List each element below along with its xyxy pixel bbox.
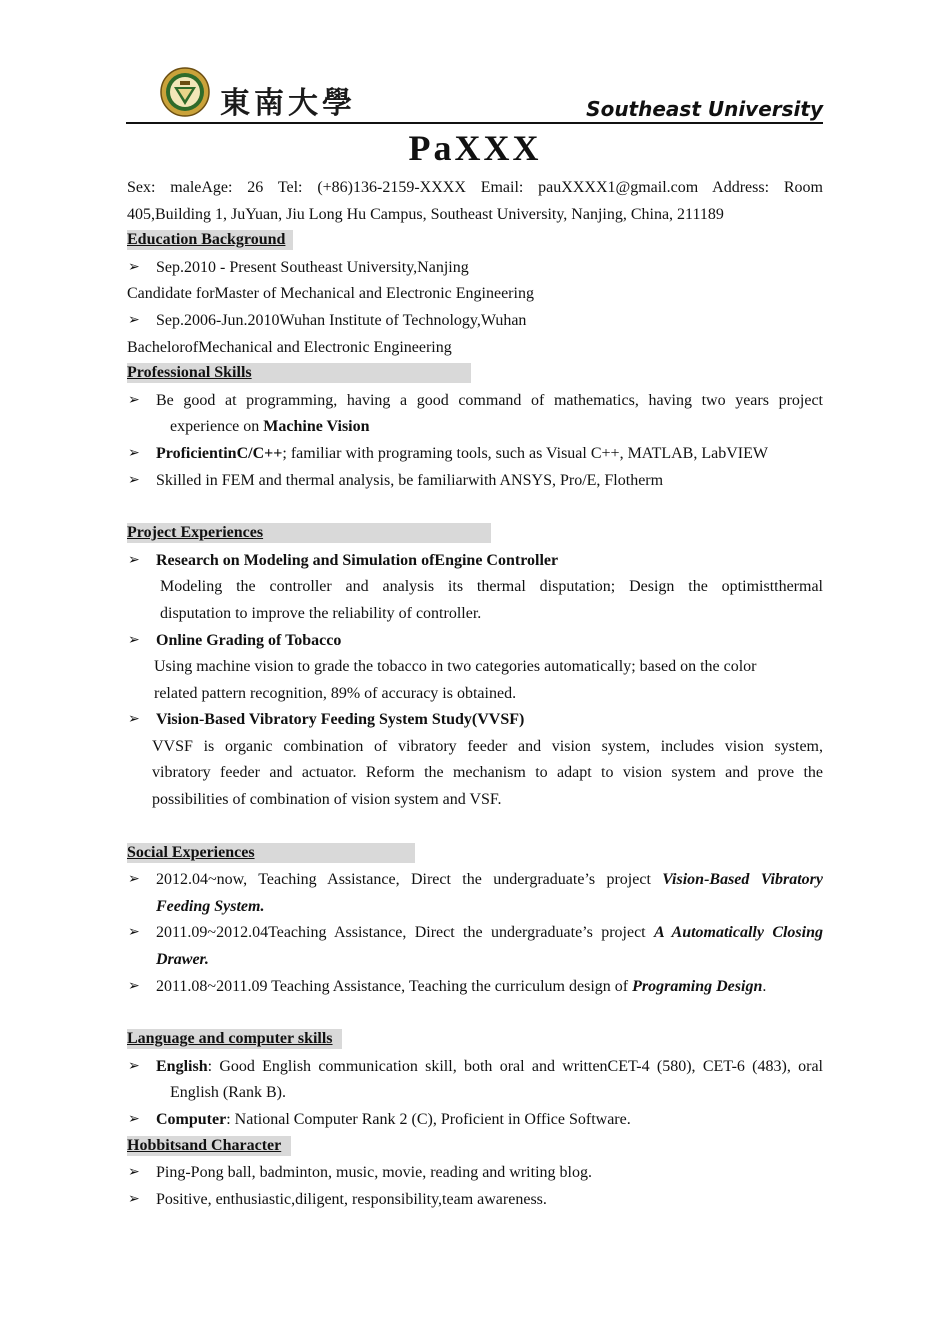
university-seal-logo xyxy=(160,67,210,117)
project-title xyxy=(127,707,823,734)
arrow-bullet-icon: ➢ xyxy=(128,552,140,568)
skill-item xyxy=(127,441,823,468)
language-heading: Language and computer skills xyxy=(127,1029,342,1049)
arrow-bullet-icon: ➢ xyxy=(128,312,140,328)
social-text: 2011.08~2011.09 Teaching Assistance, Teaching the curriculum design of xyxy=(156,977,633,995)
project-title xyxy=(127,628,823,655)
hobby-item xyxy=(127,1187,823,1214)
arrow-bullet-icon: ➢ xyxy=(128,872,140,888)
skill-highlight: Machine Vision xyxy=(263,418,370,436)
contact-line-2: 405,Building 1, JuYuan, Jiu Long Hu Campus, Southeast University, Nanjing, China, 211189 xyxy=(127,205,724,223)
skill-text: ; familiar with programing tools, such as Visual C++, MATLAB, LabVIEW xyxy=(282,444,768,462)
social-text: 2012.04~now, Teaching Assistance, Direct the undergraduate’s project xyxy=(156,871,663,889)
projects-heading: Project Experiences xyxy=(127,523,491,543)
project-name: Research on Modeling and Simulation ofEngine Controller xyxy=(156,551,559,569)
education-period: Sep.2006-Jun.2010Wuhan Institute of Technology,Wuhan xyxy=(156,311,527,329)
hobbies-section xyxy=(127,1134,823,1161)
contact-line-1: Sex: maleAge: 26 Tel: (+86)136-2159-XXXX Email: pauXXXX1@gmail.com Address: Room xyxy=(127,179,823,196)
language-item xyxy=(127,1107,823,1134)
arrow-bullet-icon: ➢ xyxy=(128,472,140,488)
skill-text: Skilled in FEM and thermal analysis, be familiarwith ANSYS, Pro/E, Flotherm xyxy=(156,471,664,489)
language-label: English xyxy=(156,1057,208,1075)
language-section xyxy=(127,1027,823,1054)
arrow-bullet-icon: ➢ xyxy=(128,392,140,408)
arrow-bullet-icon: ➢ xyxy=(128,1191,140,1207)
project-description: possibilities of combination of vision system and VSF. xyxy=(152,791,502,809)
education-heading: Education Background xyxy=(127,230,293,250)
arrow-bullet-icon: ➢ xyxy=(128,445,140,461)
skill-text: Be good at programming, having a good command of mathematics, having two years project xyxy=(156,391,823,409)
social-item xyxy=(127,974,823,1001)
project-description: disputation to improve the reliability of controller. xyxy=(160,604,482,622)
spacer xyxy=(127,1000,823,1027)
skills-section xyxy=(127,361,823,388)
project-description: related pattern recognition, 89% of accuracy is obtained. xyxy=(154,684,517,702)
spacer xyxy=(127,814,823,841)
project-description: Using machine vision to grade the tobacco in two categories automatically; based on the color xyxy=(154,658,757,676)
chinese-university-title: 東南大學 xyxy=(220,86,356,121)
arrow-bullet-icon: ➢ xyxy=(128,925,140,941)
project-description: VVSF is organic combination of vibratory feeder and vision system, includes vision system, xyxy=(152,737,823,755)
hobby-text: Positive, enthusiastic,diligent, responsibility,team awareness. xyxy=(156,1190,547,1208)
applicant-name: PaXXX xyxy=(408,128,542,168)
social-project-name: Drawer. xyxy=(156,951,209,969)
hobby-text: Ping-Pong ball, badminton, music, movie, reading and writing blog. xyxy=(156,1164,592,1182)
arrow-bullet-icon: ➢ xyxy=(128,1165,140,1181)
project-name: Online Grading of Tobacco xyxy=(156,631,342,649)
education-degree: Candidate forMaster of Mechanical and Electronic Engineering xyxy=(127,285,534,303)
skill-highlight: ProficientinC/C++ xyxy=(156,444,283,462)
university-name: Southeast University xyxy=(586,97,823,121)
project-description: vibratory feeder and actuator. Reform the mechanism to adapt to vision system and prove the xyxy=(152,764,823,782)
social-item-continuation xyxy=(127,894,823,921)
social-item-continuation xyxy=(127,947,823,974)
language-item-continuation: English (Rank B). xyxy=(170,1084,286,1102)
social-text: 2011.09~2012.04Teaching Assistance, Direct the undergraduate’s project xyxy=(156,924,654,942)
header-divider xyxy=(126,122,823,124)
social-text: . xyxy=(762,977,767,995)
arrow-bullet-icon: ➢ xyxy=(128,1058,140,1074)
arrow-bullet-icon: ➢ xyxy=(128,712,140,728)
education-section xyxy=(127,228,823,255)
hobbies-heading: Hobbitsand Character xyxy=(127,1136,291,1156)
language-text: : Good English communication skill, both oral and writtenCET-4 (580), CET-6 (483), oral xyxy=(207,1057,823,1075)
skill-item xyxy=(127,388,823,415)
education-item xyxy=(127,308,823,335)
language-item xyxy=(127,1054,823,1081)
social-project-name: Feeding System. xyxy=(156,897,265,915)
skill-item xyxy=(127,468,823,495)
language-label: Computer xyxy=(156,1111,227,1128)
social-project-name: Vision-Based Vibratory xyxy=(662,871,824,889)
social-item xyxy=(127,920,823,947)
arrow-bullet-icon: ➢ xyxy=(128,632,140,648)
resume-body xyxy=(127,175,823,1213)
project-name: Vision-Based Vibratory Feeding System Study(VVSF) xyxy=(156,711,525,729)
social-section xyxy=(127,841,823,868)
arrow-bullet-icon: ➢ xyxy=(128,978,140,994)
spacer xyxy=(127,494,823,521)
projects-section xyxy=(127,521,823,548)
skill-text: experience on xyxy=(170,418,264,436)
social-project-name: Programing Design xyxy=(632,977,763,995)
project-title xyxy=(127,548,823,575)
education-item xyxy=(127,255,823,282)
social-project-name: A Automatically Closing xyxy=(653,924,823,942)
hobby-item xyxy=(127,1160,823,1187)
social-item xyxy=(127,867,823,894)
education-period: Sep.2010 - Present Southeast University,Nanjing xyxy=(156,258,469,276)
arrow-bullet-icon: ➢ xyxy=(128,259,140,275)
arrow-bullet-icon: ➢ xyxy=(128,1112,140,1127)
skill-item-continuation xyxy=(127,414,823,441)
skills-heading: Professional Skills xyxy=(127,363,471,383)
project-description: Modeling the controller and analysis its thermal disputation; Design the optimistthermal xyxy=(160,578,823,596)
language-text: : National Computer Rank 2 (C), Proficient in Office Software. xyxy=(226,1111,631,1128)
social-heading: Social Experiences xyxy=(127,843,415,863)
education-degree: BachelorofMechanical and Electronic Engineering xyxy=(127,338,452,356)
